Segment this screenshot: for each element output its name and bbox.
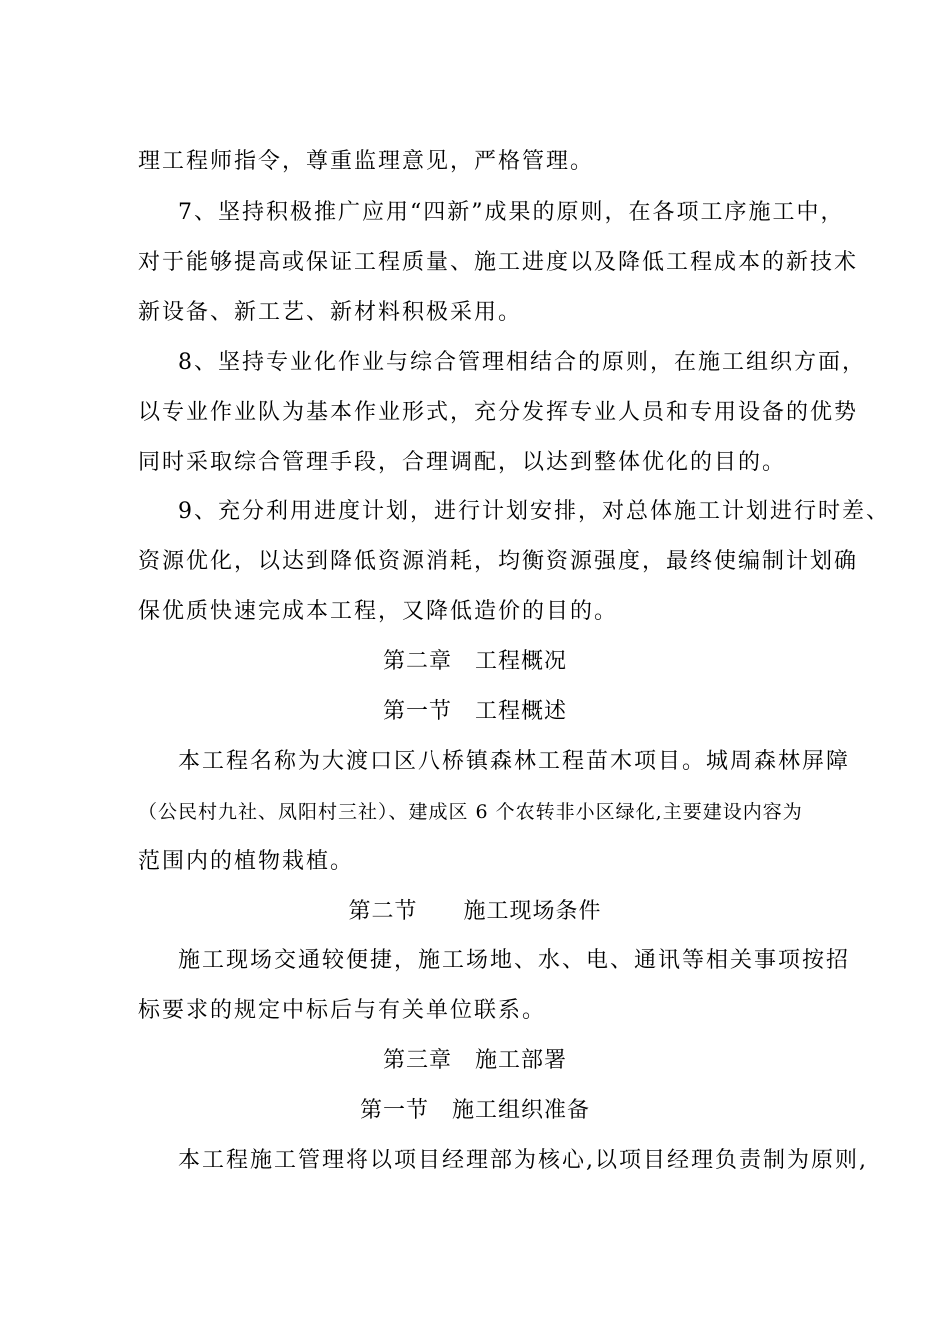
paragraph-line: 本工程名称为大渡口区八桥镇森林工程苗木项目。城周森林屏障 xyxy=(178,749,851,774)
chapter-heading: 第二章 工程概况 xyxy=(382,649,567,674)
section-heading: 第一节 施工组织准备 xyxy=(359,1098,590,1123)
paragraph-line: 本工程施工管理将以项目经理部为核心,以项目经理负责制为原则, xyxy=(178,1148,868,1173)
paragraph-line: 标要求的规定中标后与有关单位联系。 xyxy=(138,998,547,1023)
paragraph-line: 8、坚持专业化作业与综合管理相结合的原则，在施工组织方面， xyxy=(178,350,866,375)
section-heading: 第一节 工程概述 xyxy=(382,699,567,724)
paragraph-line: 同时采取综合管理手段，合理调配，以达到整体优化的目的。 xyxy=(138,450,787,475)
paragraph-line: 9、充分利用进度计划，进行计划安排，对总体施工计划进行时差、 xyxy=(178,499,890,524)
paragraph-line: 对于能够提高或保证工程质量、施工进度以及降低工程成本的新技术 xyxy=(138,250,859,275)
paragraph-line: 7、坚持积极推广应用“四新”成果的原则，在各项工序施工中， xyxy=(178,200,845,225)
paragraph-line: 保优质快速完成本工程，又降低造价的目的。 xyxy=(138,599,619,624)
section-heading: 第二节 施工现场条件 xyxy=(348,899,602,924)
paragraph-line: 施工现场交通较便捷，施工场地、水、电、通讯等相关事项按招 xyxy=(178,948,851,973)
paragraph-line: 资源优化，以达到降低资源消耗，均衡资源强度，最终使编制计划确 xyxy=(138,549,859,574)
paragraph-line: 以专业作业队为基本作业形式，充分发挥专业人员和专用设备的优势 xyxy=(138,400,859,425)
paragraph-line: 新设备、新工艺、新材料积极采用。 xyxy=(138,300,523,325)
paragraph-line: （公民村九社、凤阳村三社）、建成区 6 个农转非小区绿化,主要建设内容为 xyxy=(138,801,803,823)
paragraph-line: 理工程师指令，尊重监理意见，严格管理。 xyxy=(138,149,595,174)
paragraph-line: 范围内的植物栽植。 xyxy=(138,849,355,874)
chapter-heading: 第三章 施工部署 xyxy=(382,1048,567,1073)
